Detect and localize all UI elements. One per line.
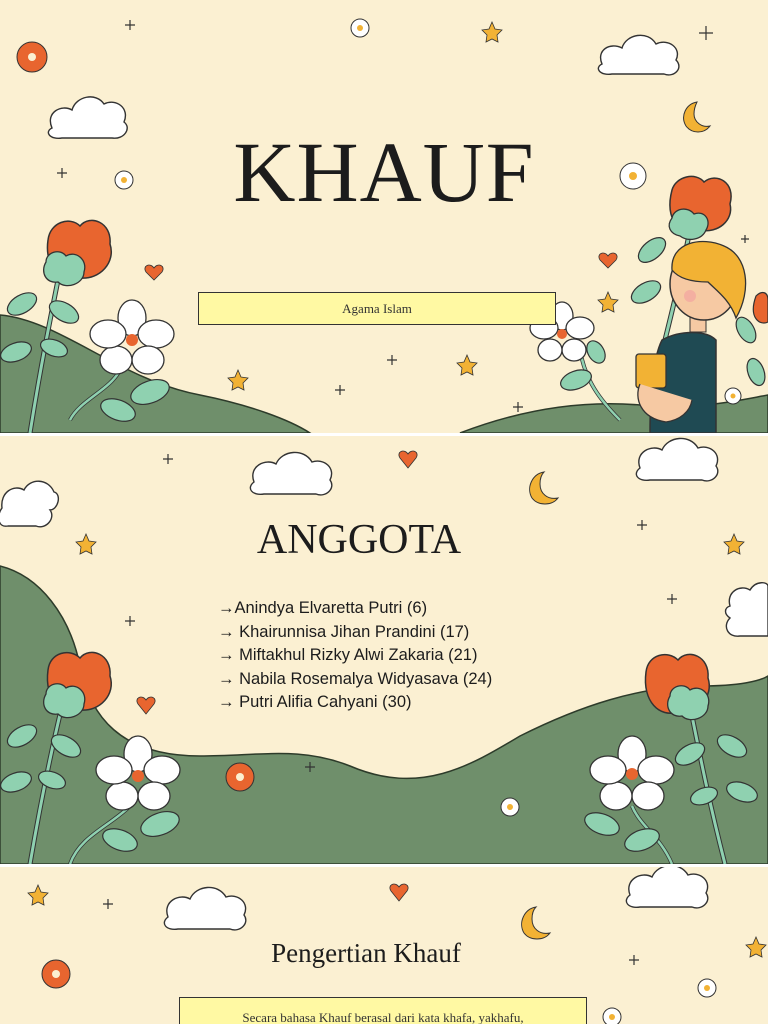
sparkle-icon bbox=[103, 899, 113, 909]
heart-icon bbox=[137, 697, 155, 714]
small-flower-icon bbox=[501, 798, 519, 816]
slide-members bbox=[0, 436, 768, 864]
star-icon bbox=[746, 937, 766, 957]
heart-icon bbox=[145, 265, 163, 280]
cloud-icon bbox=[726, 583, 768, 636]
small-flower-icon bbox=[725, 388, 741, 404]
star-icon bbox=[482, 22, 502, 42]
sparkle-icon bbox=[163, 454, 173, 464]
small-flower-icon bbox=[698, 979, 716, 997]
cloud-icon bbox=[636, 438, 717, 480]
heart-icon bbox=[390, 884, 408, 901]
small-flower-icon bbox=[17, 42, 47, 72]
slide-title bbox=[0, 0, 768, 433]
star-icon bbox=[457, 355, 477, 375]
list-item: → Miftakhul Rizky Alwi Zakaria (21) bbox=[218, 646, 478, 664]
list-item: → Nabila Rosemalya Widyasava (24) bbox=[218, 669, 493, 688]
cloud-icon bbox=[598, 35, 679, 75]
star-icon bbox=[598, 292, 618, 312]
members-list bbox=[218, 597, 492, 715]
sparkle-icon bbox=[667, 594, 677, 604]
section-title: Pengertian Khauf bbox=[271, 938, 461, 968]
heart-icon bbox=[599, 253, 617, 268]
small-flower-icon bbox=[603, 1008, 621, 1024]
definition-text: Secara bahasa Khauf berasal dari kata khafa, yakhafu, bbox=[242, 1010, 524, 1024]
star-icon bbox=[724, 534, 744, 554]
cloud-icon bbox=[626, 867, 707, 908]
sparkle-icon bbox=[699, 26, 713, 40]
small-flower-icon bbox=[351, 19, 369, 37]
sparkle-icon bbox=[513, 402, 523, 412]
moon-icon bbox=[522, 907, 550, 939]
sparkle-icon bbox=[741, 235, 749, 243]
moon-icon bbox=[530, 472, 558, 504]
star-icon bbox=[28, 885, 48, 905]
page-title: KHAUF bbox=[233, 124, 535, 220]
list-item: → Khairunnisa Jihan Prandini (17) bbox=[218, 622, 470, 641]
cloud-icon bbox=[250, 452, 331, 494]
list-item: →Anindya Elvaretta Putri (6) bbox=[218, 599, 428, 617]
sparkle-icon bbox=[125, 616, 135, 626]
members-title: ANGGOTA bbox=[256, 517, 462, 563]
definition-box bbox=[179, 997, 587, 1024]
cloud-icon bbox=[164, 887, 245, 929]
heart-icon bbox=[399, 451, 417, 468]
subtitle-text: Agama Islam bbox=[342, 300, 412, 316]
sparkle-icon bbox=[125, 20, 135, 30]
sparkle-icon bbox=[387, 355, 397, 365]
sparkle-icon bbox=[335, 385, 345, 395]
subtitle-box bbox=[198, 292, 556, 325]
star-icon bbox=[228, 370, 248, 390]
list-item: → Putri Alifia Cahyani (30) bbox=[218, 693, 412, 711]
slide-definition bbox=[0, 867, 768, 1024]
small-flower-icon bbox=[226, 763, 254, 791]
